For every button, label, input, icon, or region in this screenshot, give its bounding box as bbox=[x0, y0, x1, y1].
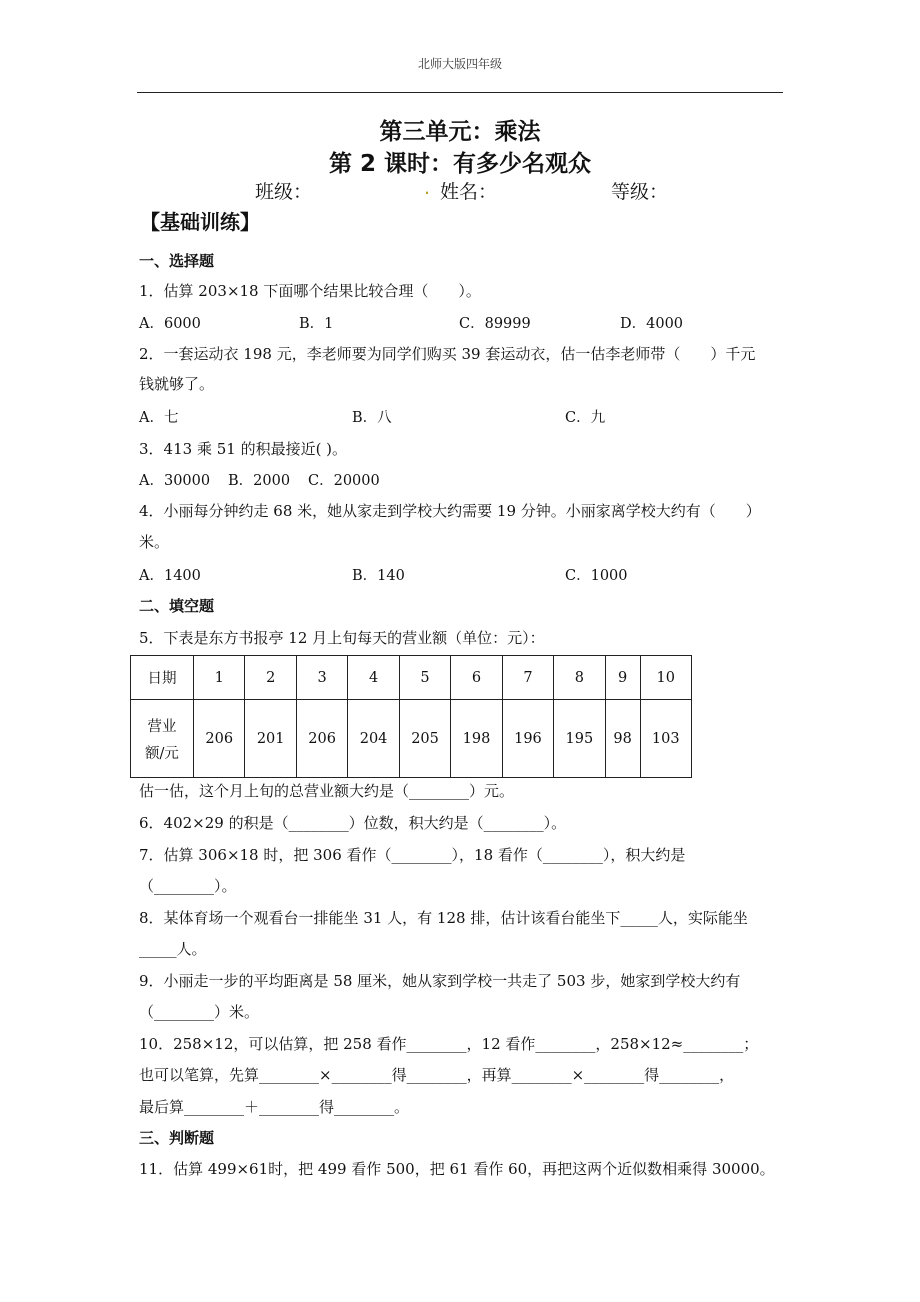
sales-cell: 206 bbox=[296, 700, 347, 778]
date-cell: 4 bbox=[348, 656, 399, 700]
question-5-prompt: 估一估，这个月上旬的总营业额大约是（________）元。 bbox=[139, 782, 515, 800]
sales-cell: 198 bbox=[451, 700, 502, 778]
q3-option-b: B．2000 bbox=[228, 473, 291, 489]
question-5-intro: 5．下表是东方书报亭 12 月上旬每天的营业额（单位：元）： bbox=[139, 629, 545, 647]
q1-option-c: C．89999 bbox=[459, 316, 531, 332]
question-4-line1: 4．小丽每分钟约走 68 米，她从家走到学校大约需要 19 分钟。小丽家离学校大约有（ ） bbox=[139, 502, 761, 520]
table-row-sales bbox=[131, 700, 692, 778]
q2-option-a: A．七 bbox=[139, 410, 179, 426]
question-7-line2: （________）。 bbox=[139, 877, 237, 895]
q2-option-b: B．八 bbox=[352, 410, 392, 426]
question-3: 3．413 乘 51 的积最接近( )。 bbox=[139, 440, 348, 458]
q2-option-c: C．九 bbox=[565, 410, 606, 426]
sales-cell: 98 bbox=[605, 700, 640, 778]
header-divider bbox=[137, 92, 783, 93]
sales-cell: 206 bbox=[194, 700, 245, 778]
info-dot: . bbox=[424, 177, 431, 199]
student-info-row bbox=[0, 177, 920, 205]
lesson-title: 第 2 课时：有多少名观众 bbox=[328, 151, 592, 177]
grade-label: 等级： bbox=[611, 181, 669, 203]
question-6: 6．402×29 的积是（________）位数，积大约是（________）。 bbox=[139, 814, 567, 832]
date-cell: 7 bbox=[502, 656, 553, 700]
question-11: 11．估算 499×61时，把 499 看作 500，把 61 看作 60，再把这两个近似数相乘得 30000。 bbox=[139, 1160, 775, 1178]
sales-cell: 204 bbox=[348, 700, 399, 778]
sales-label-line2: 额/元 bbox=[145, 745, 179, 762]
unit-title: 第三单元：乘法 bbox=[379, 119, 541, 145]
name-label: 姓名： bbox=[440, 181, 498, 203]
class-label: 班级： bbox=[255, 181, 313, 203]
q4-option-b: B．140 bbox=[352, 568, 405, 584]
date-cell: 9 bbox=[605, 656, 640, 700]
sales-cell: 103 bbox=[640, 700, 691, 778]
question-10-line3: 最后算________＋________得________。 bbox=[139, 1098, 410, 1116]
date-header-cell: 日期 bbox=[131, 656, 194, 700]
part1-heading: 一、选择题 bbox=[139, 252, 215, 270]
question-10-line2: 也可以笔算，先算________×________得________，再算________×________得________， bbox=[139, 1066, 735, 1084]
sales-cell: 195 bbox=[554, 700, 605, 778]
question-8-line1: 8．某体育场一个观看台一排能坐 31 人，有 128 排，估计该看台能坐下_____人，实际能坐 bbox=[139, 909, 748, 927]
q3-option-a: A．30000 bbox=[139, 473, 211, 489]
date-cell: 6 bbox=[451, 656, 502, 700]
date-cell: 2 bbox=[245, 656, 296, 700]
q3-option-c: C．20000 bbox=[308, 473, 380, 489]
question-8-line2: _____人。 bbox=[139, 940, 207, 958]
question-2-line2: 钱就够了。 bbox=[139, 375, 215, 393]
q1-option-b: B．1 bbox=[299, 316, 334, 332]
question-7-line1: 7．估算 306×18 时，把 306 看作（________），18 看作（________），积大约是 bbox=[139, 846, 686, 864]
question-4-line2: 米。 bbox=[139, 533, 170, 551]
question-9-line2: （________）米。 bbox=[139, 1003, 260, 1021]
date-cell: 5 bbox=[399, 656, 450, 700]
question-2-line1: 2．一套运动衣 198 元，李老师要为同学们购买 39 套运动衣，估一估李老师带（ ）千元 bbox=[139, 345, 756, 363]
sales-cell: 201 bbox=[245, 700, 296, 778]
sales-label-line1: 营业 bbox=[147, 718, 177, 735]
basic-training-heading: 【基础训练】 bbox=[140, 210, 260, 234]
date-cell: 8 bbox=[554, 656, 605, 700]
date-cell: 1 bbox=[194, 656, 245, 700]
question-9-line1: 9．小丽走一步的平均距离是 58 厘米，她从家到学校一共走了 503 步，她家到学校大约有 bbox=[139, 972, 741, 990]
q4-option-c: C．1000 bbox=[565, 568, 628, 584]
sales-cell: 205 bbox=[399, 700, 450, 778]
date-cell: 3 bbox=[296, 656, 347, 700]
sales-header-cell bbox=[131, 700, 194, 778]
table-row-dates bbox=[131, 656, 692, 700]
question-10-line1: 10．258×12，可以估算，把 258 看作________，12 看作________，258×12≈________； bbox=[139, 1035, 759, 1053]
date-cell: 10 bbox=[640, 656, 691, 700]
q4-option-a: A．1400 bbox=[139, 568, 201, 584]
q1-option-d: D．4000 bbox=[620, 316, 684, 332]
sales-cell: 196 bbox=[502, 700, 553, 778]
part3-heading: 三、判断题 bbox=[139, 1129, 215, 1147]
part2-heading: 二、填空题 bbox=[139, 597, 215, 615]
sales-table bbox=[130, 655, 692, 778]
page-header: 北师大版四年级 bbox=[417, 57, 502, 71]
question-1: 1．估算 203×18 下面哪个结果比较合理（ ）。 bbox=[139, 282, 481, 300]
q1-option-a: A．6000 bbox=[139, 316, 201, 332]
